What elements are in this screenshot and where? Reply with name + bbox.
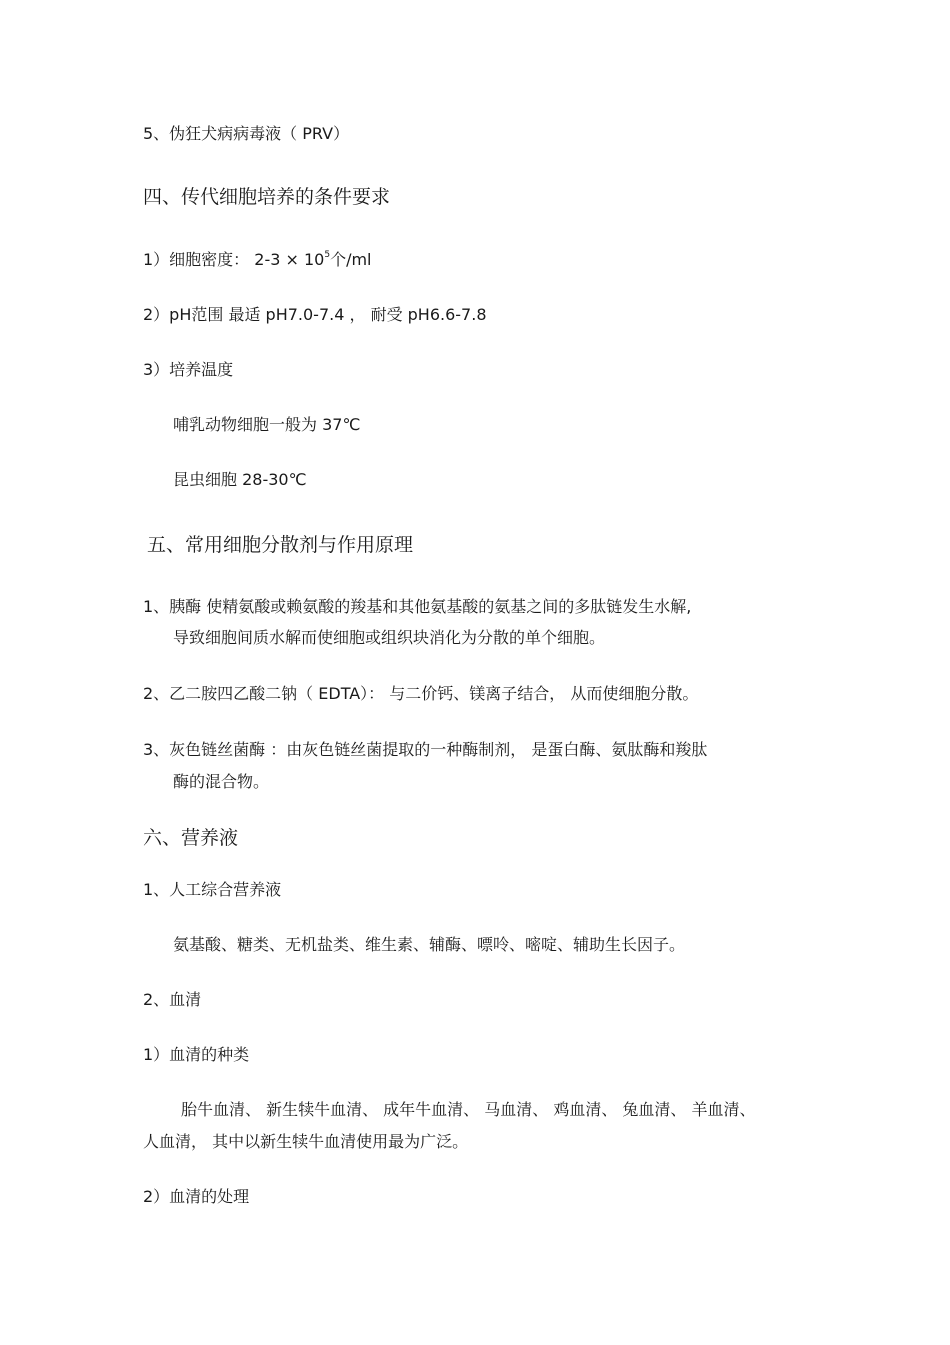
section-heading-5: 五、常用细胞分散剂与作用原理 [147, 534, 414, 556]
mammal-temperature: 哺乳动物细胞一般为 37℃ [173, 415, 361, 434]
section-heading-4: 四、传代细胞培养的条件要求 [143, 186, 391, 208]
trypsin-item-continued: 导致细胞间质水解而使细胞或组织块消化为分散的单个细胞。 [173, 628, 606, 647]
serum-processing-title: 2）血清的处理 [143, 1187, 250, 1206]
serum-types-content: 胎牛血清、 新生犊牛血清、 成年牛血清、 马血清、 鸡血清、 兔血清、 羊血清、 [181, 1100, 756, 1119]
cell-density-unit: 个/ml [330, 250, 372, 269]
synthetic-medium-content: 氨基酸、糖类、无机盐类、维生素、辅酶、嘌呤、嘧啶、辅助生长因子。 [173, 935, 686, 954]
temperature-title: 3）培养温度 [143, 360, 234, 379]
synthetic-medium-title: 1、人工综合营养液 [143, 880, 282, 899]
cell-density-item [143, 250, 372, 270]
insect-temperature: 昆虫细胞 28-30℃ [173, 470, 307, 489]
pronase-item: 3、灰色链丝菌酶 ：由灰色链丝菌提取的一种酶制剂， 是蛋白酶、氨肽酶和羧肽 [143, 740, 708, 759]
trypsin-item: 1、胰酶 使精氨酸或赖氨酸的羧基和其他氨基酸的氨基之间的多肽链发生水解, [143, 597, 692, 616]
ph-range-item: 2）pH范围 最适 pH7.0-7.4 ， 耐受 pH6.6-7.8 [143, 305, 487, 324]
serum-types-title: 1）血清的种类 [143, 1045, 250, 1064]
pronase-item-continued: 酶的混合物。 [173, 772, 270, 791]
serum-types-content-continued: 人血清， 其中以新生犊牛血清使用最为广泛。 [143, 1132, 469, 1151]
prv-item: 5、伪狂犬病病毒液（ PRV） [143, 124, 350, 143]
serum-title: 2、血清 [143, 990, 202, 1009]
edta-item: 2、乙二胺四乙酸二钠（ EDTA）： 与二价钙、镁离子结合， 从而使细胞分散。 [143, 684, 699, 703]
cell-density-exponent: 5 [324, 249, 331, 260]
cell-density-prefix: 1）细胞密度： 2-3 × 10 [143, 250, 325, 269]
section-heading-6: 六、营养液 [143, 827, 239, 849]
